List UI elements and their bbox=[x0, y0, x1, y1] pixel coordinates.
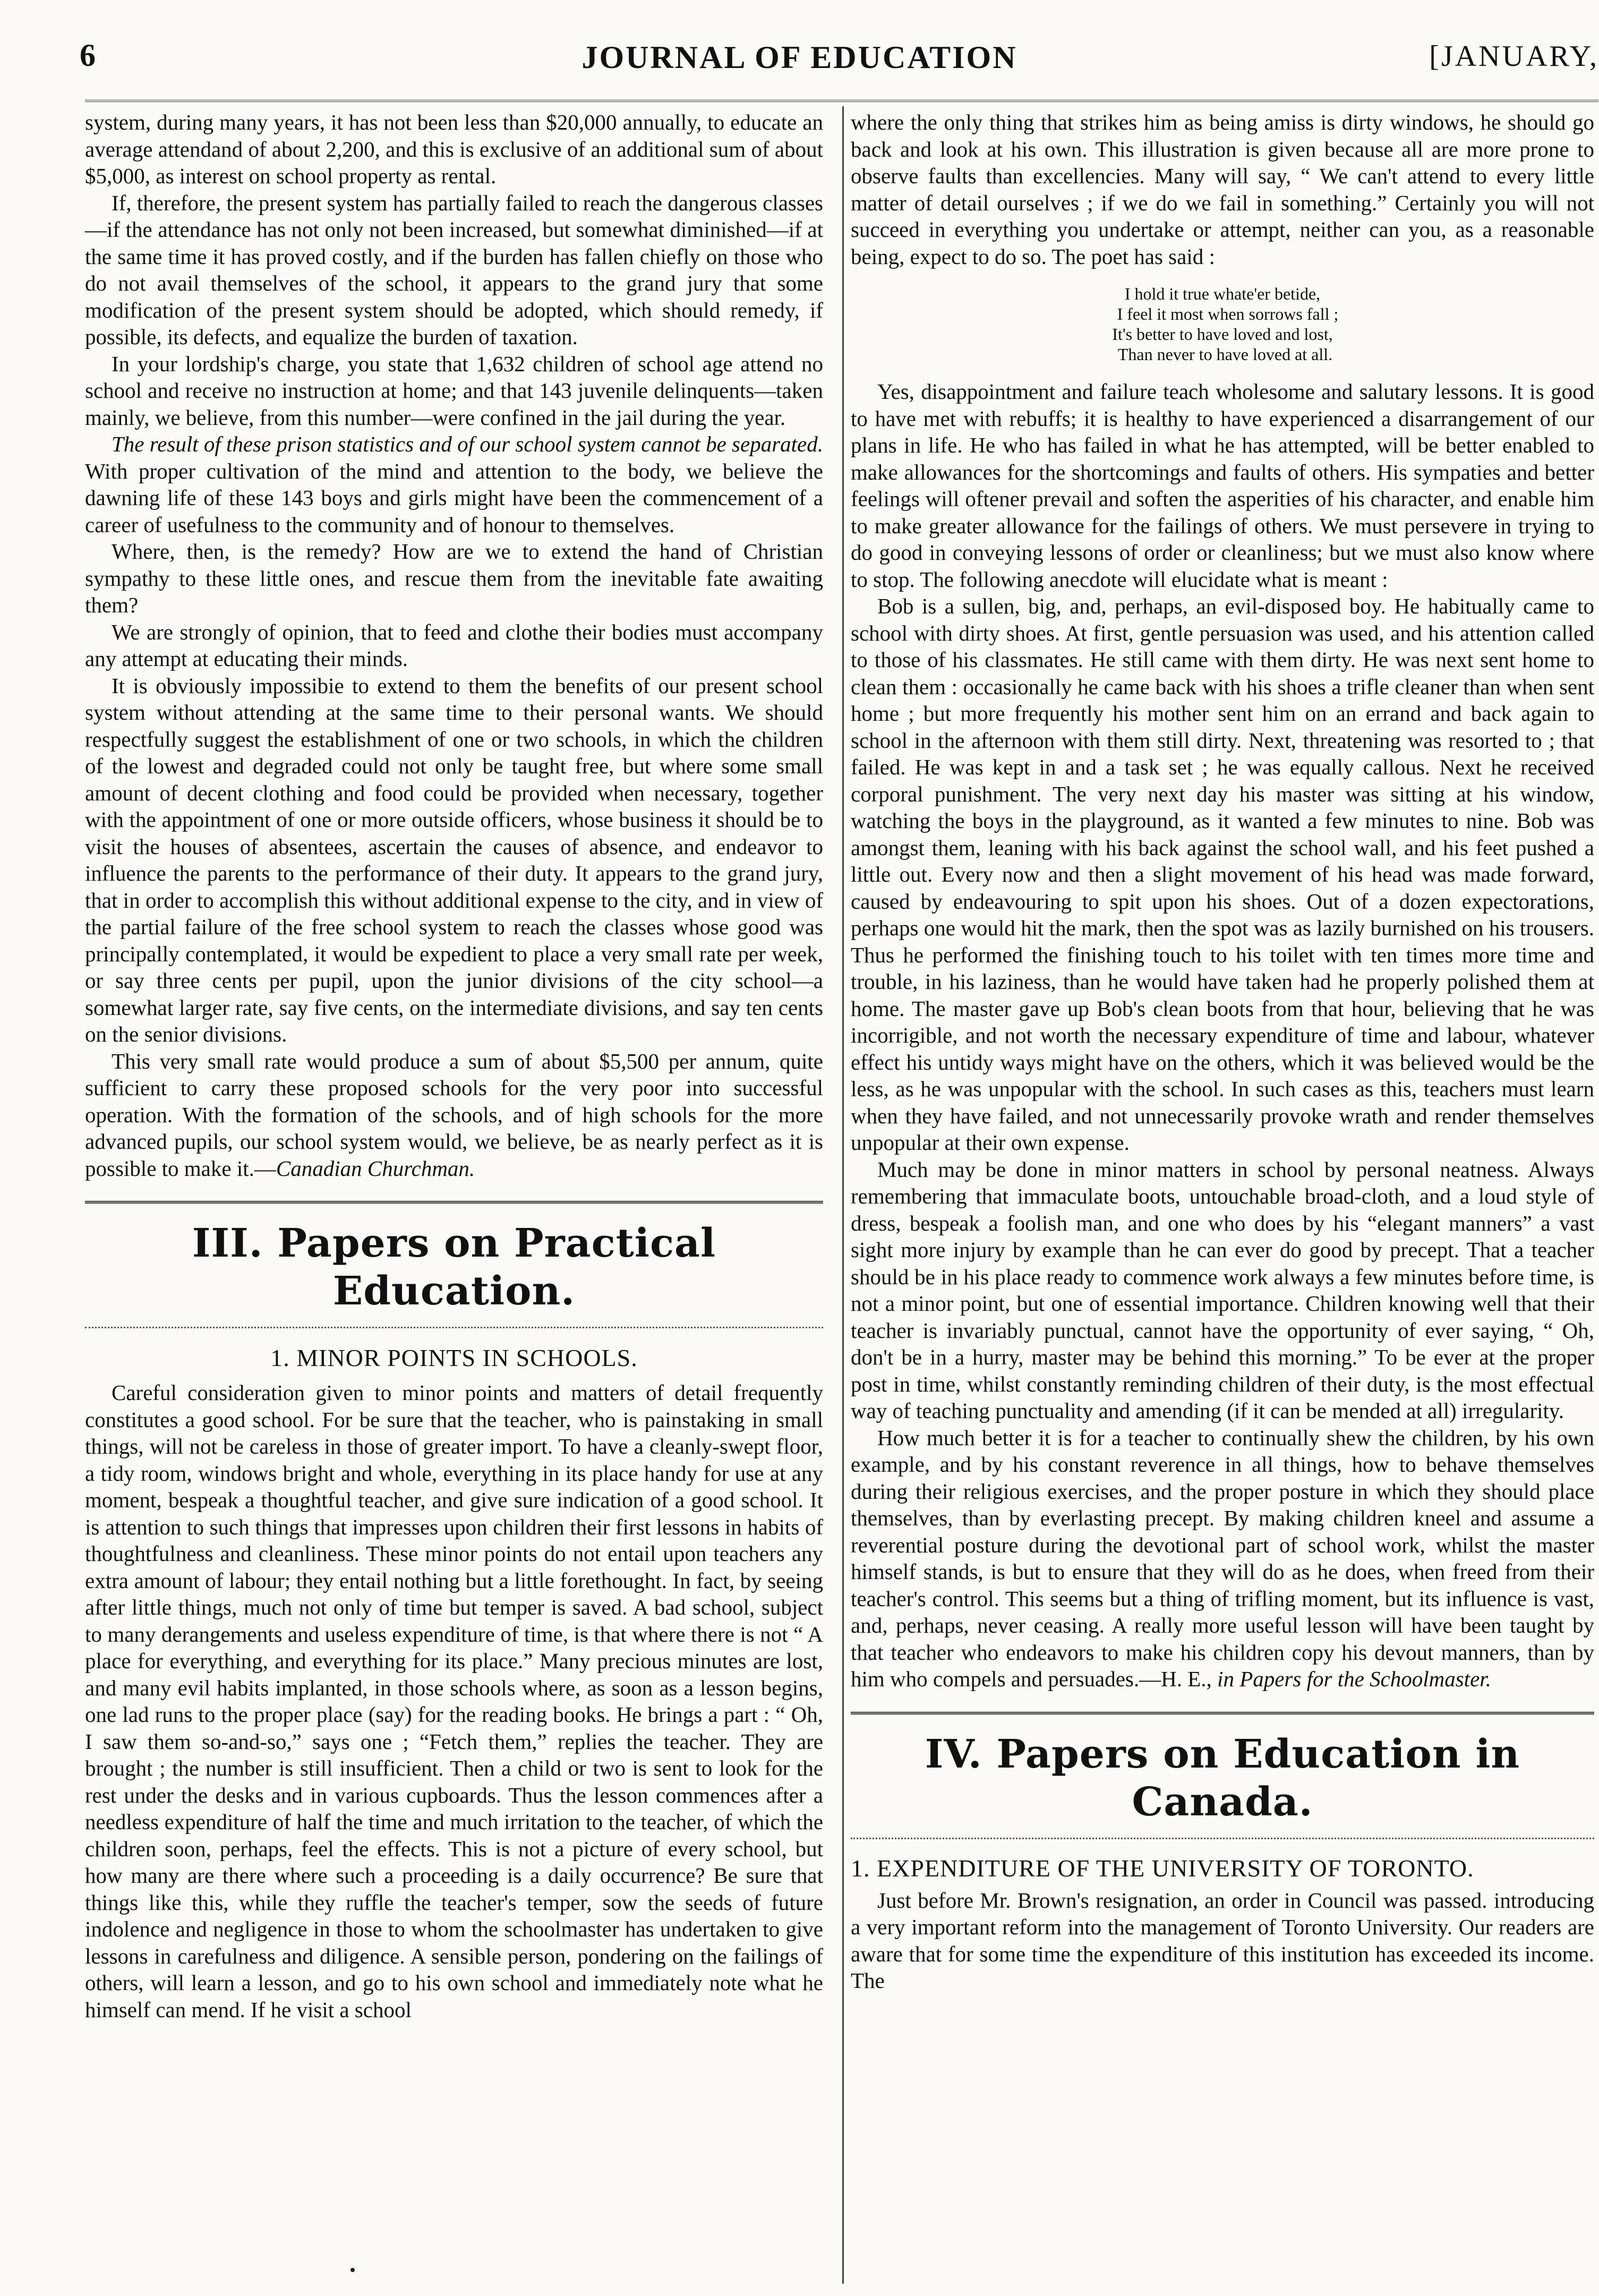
source-credit: Canadian Churchman. bbox=[276, 1156, 475, 1181]
ornamental-rule bbox=[85, 1318, 823, 1328]
header-rule bbox=[85, 100, 1598, 102]
poem-line: Than never to have loved at all. bbox=[1117, 345, 1333, 364]
poem-line: I hold it true whate'er betide, bbox=[1124, 284, 1321, 303]
text-run: This very small rate would produce a sum of about $5,500 per annum, quite sufficient to carry these proposed schools for the very poor into successful operation. With the formation of the schools, and of high schools for the more advanced pupils, our school system would, we believe, be as nearly perfect as it is possible to make it.— bbox=[85, 1048, 823, 1181]
paragraph: We are strongly of opinion, that to feed and clothe their bodies must accompany any attempt at educating their minds. bbox=[85, 619, 823, 671]
poem-quote bbox=[851, 284, 1594, 364]
header-month: [JANUARY, bbox=[1429, 40, 1599, 73]
page-header bbox=[0, 32, 1599, 85]
section-3 bbox=[85, 1201, 823, 1328]
paragraph: where the only thing that strikes him as being amiss is dirty windows, he should go back and look at his own. This illustration is given because all are more prone to observe faults than excellencies. Many will say, “ We can't attend to every little matter of detail ourselves ; if we do we fail in something.” Certainly you will not succeed in everything you undertake or attempt, neither can you, as a reasonable being, expect to do so. The poet has said : bbox=[851, 110, 1594, 269]
ornamental-rule bbox=[851, 1829, 1594, 1839]
paragraph bbox=[85, 1048, 823, 1182]
paragraph: Just before Mr. Brown's resignation, an order in Council was passed. introducing a very important reform into the management of Toronto University. Our readers are aware that for some time the expenditure of this institution has exceeded its income. The bbox=[851, 1888, 1594, 1993]
italic-text: The result of these prison statistics and of our school system cannot be separated. bbox=[112, 432, 824, 456]
source-credit: in Papers for the Schoolmaster. bbox=[1217, 1667, 1491, 1691]
printer-mark bbox=[350, 2268, 355, 2272]
paragraph: Careful consideration given to minor points and matters of detail frequently constitutes a good school. For be sure that the teacher, who is painstaking in small things, will not be careless in those of greater import. To have a cleanly-swept floor, a tidy room, windows bright and whole, everything in its place handy for use at any moment, bespeak a thoughtful teacher, and give sure indication of a good school. It is attention to such things that impresses upon children their first lessons in habits of thoughtfulness and cleanliness. These minor points do not entail upon teachers any extra amount of labour; they entail nothing but a little forethought. In fact, by seeing after little things, much not only of time but temper is saved. A bad school, subject to many derangements and useless expenditure of time, is that where there is not “ A place for everything, and everything for its place.” Many precious minutes are lost, and many evil habits implanted, in those schools where, as soon as a lesson begins, one lad runs to the proper place (say) for the reading books. He brings a part : “ Oh, I saw them so-and-so,” says one ; “Fetch them,” replies the teacher. They are brought ; the number is still insufficient. Then a child or two is sent to look for the rest under the desks and in various cupboards. Thus the lesson commences after a needless expenditure of half the time and much irritation to the teacher, of which the children soon, perhaps, feel the effects. This is not a picture of every school, but how many are there where such a proceeding is a daily occurrence? Be sure that things like this, while they ruffle the teacher's temper, sow the seeds of future indolence and negligence in those to whom the schoolmaster has undertaken to give lessons in carefulness and diligence. A sensible person, pondering on the failings of others, will learn a lesson, and go to his own school and immediately note what he himself can mend. If he visit a school bbox=[85, 1380, 823, 2022]
paragraph: Yes, disappointment and failure teach wholesome and salutary lessons. It is good to have met with rebuffs; it is healthy to have experienced a disarrangement of our plans in life. He who has failed in what he has attempted, will be better enabled to make allowances for the shortcomings and faults of others. His sympaties and better feelings will oftener prevail and soften the asperities of his character, and enable him to make greater allowance for the failings of others. We must persevere in trying to do good in conveying lessons of order or cleanliness; but we must also know where to stop. The following anecdote will elucidate what is meant : bbox=[851, 379, 1594, 592]
section-4 bbox=[851, 1712, 1594, 1839]
paragraph: Bob is a sullen, big, and, perhaps, an evil-disposed boy. He habitually came to school with dirty shoes. At first, gentle persuasion was used, and his attention called to those of his classmates. He still came with them dirty. He was next sent home to clean them : occasionally he came back with his shoes a trifle cleaner than when sent home ; but more frequently his mother sent him on an errand and back again to school in the afternoon with them still dirty. Next, threatening was resorted to ; that failed. He was kept in and a task set ; he was equally callous. Next he received corporal punishment. The very next day his master was sitting at his window, watching the boys in the playground, as it wanted a few minutes to nine. Bob was amongst them, leaning with his back against the school wall, and his feet pushed a little out. Every now and then a slight movement of his head was made forward, caused by endeavouring to spit upon his shoes. Out of a dozen expectorations, perhaps one would hit the mark, then the spot was as lazily burnished on his trousers. Thus he performed the finishing touch to his toilet with ten times more time and trouble, in his laziness, than he would have taken had he properly polished them at home. The master gave up Bob's clean boots from that hour, believing that he was incorrigible, and not worth the necessary expenditure of time and labour, whatever effect his untidy ways might have on the others, which it was believed would be the less, as he was unpopular with the school. In such cases as this, teachers must learn when they have failed, and not unnecessarily provoke wrath and render themselves unpopular at their own expense. bbox=[851, 594, 1594, 1155]
section-heading: IV. Papers on Education in Canada. bbox=[925, 1731, 1520, 1825]
section-rule bbox=[851, 1712, 1594, 1714]
paragraph: Where, then, is the remedy? How are we to extend the hand of Christian sympathy to these little ones, and rescue them from the inevitable fate awaiting them? bbox=[85, 539, 823, 617]
paragraph bbox=[851, 1424, 1594, 1693]
column-divider bbox=[842, 106, 844, 2284]
paragraph: It is obviously impossibie to extend to them the benefits of our present school system without attending at the same time to their personal wants. We should respectfully suggest the establishment of one or two schools, in which the children of the lowest and degraded could not only be taught free, but where some small amount of decent clothing and food could be provided when necessary, together with the appointment of one or more outside officers, whose business it should be to visit the houses of absentees, ascertain the causes of absence, and endeavor to influence the parents to the performance of their duty. It appears to the grand jury, that in order to accomplish this without additional expense to the city, and in view of the partial failure of the free school system to reach the classes whose good was principally contemplated, it would be expedient to place a very small rate per week, or say three cents per pupil, upon the junior divisions of the city school—a somewhat larger rate, say five cents, on the intermediate divisions, and say ten cents on the senior divisions. bbox=[85, 673, 823, 1046]
poem-line: I feel it most when sorrows fall ; bbox=[1117, 304, 1339, 323]
text-run: How much better it is for a teacher to continually shew the children, by his own example, and by his constant reverence in all things, how to behave themselves during their religious exercises, and the proper posture in which they should place themselves, than by everlasting precept. By making children kneel and assume a reverential posture during the devotional part of school work, whilst the master himself stands, is but to ensure that they will do as he does, when freed from their teacher's control. This seems but a thing of trifling moment, but its influence is vast, and, perhaps, never ceasing. A really more useful lesson will have been taught by that teacher who endeavors to make his children copy his devout manners, than by him who compels and persuades.—H. E., bbox=[851, 1425, 1594, 1691]
text-run: With proper cultivation of the mind and attention to the body, we believe the dawning life of these 143 boys and girls might have been the commencement of a career of usefulness to the community and of honour to themselves. bbox=[85, 458, 823, 537]
text-run: ; and that 143 juvenile delinquents—taken mainly, we believe, from this number—were confined in the jail during the year. bbox=[85, 378, 823, 430]
section-heading: III. Papers on Practical Education. bbox=[192, 1220, 716, 1314]
paragraph: system, during many years, it has not been less than $20,000 annually, to educate an average attendand of about 2,200, and this is exclusive of an additional sum of about $5,000, as interest on school property as rental. bbox=[85, 110, 823, 188]
paragraph bbox=[85, 431, 823, 538]
left-column bbox=[85, 109, 823, 2023]
paragraph bbox=[85, 351, 823, 431]
article-title: 1. MINOR POINTS IN SCHOOLS. bbox=[270, 1344, 638, 1371]
paragraph: If, therefore, the present system has partially failed to reach the dangerous classes—if the attendance has not only not been increased, but somewhat diminished—if at the same time it has proved costly, and if the burden has fallen chiefly on those who do not avail themselves of the school, it appears to the grand jury that some modification of the present system should be adopted, which should remedy, if possible, its defects, and equalize the burden of taxation. bbox=[85, 190, 823, 349]
article-title: 1. EXPENDITURE OF THE UNIVERSITY OF TORONTO. bbox=[851, 1854, 1474, 1882]
poem-line: It's better to have loved and lost, bbox=[1112, 325, 1333, 344]
paragraph: Much may be done in minor matters in school by personal neatness. Always remembering that immaculate boots, untouchable broad-cloth, and a loud style of dress, bespeak a foolish man, and one who does by his “elegant manners” a vast sight more injury by example than he can ever do good by precept. That a teacher should be in his place ready to commence work always a few minutes before time, is not a minor point, but one of essential importance. Children knowing well that their teacher is invariably punctual, cannot have the opportunity of ever saying, “ Oh, don't be in a hurry, master may be behind this morning.” To be ever at the proper post in time, whilst constantly reminding children of their duty, is the most effectual way of teaching punctuality and amending (if it can be mended at all) irregularity. bbox=[851, 1157, 1594, 1423]
section-rule bbox=[85, 1201, 823, 1204]
journal-title: JOURNAL OF EDUCATION bbox=[582, 40, 1017, 75]
text-run: In your lordship's charge, you state that 1,632 children of school age attend no school and receive no instruction at home bbox=[85, 351, 823, 403]
page-number: 6 bbox=[80, 38, 96, 73]
right-column bbox=[851, 109, 1594, 1994]
